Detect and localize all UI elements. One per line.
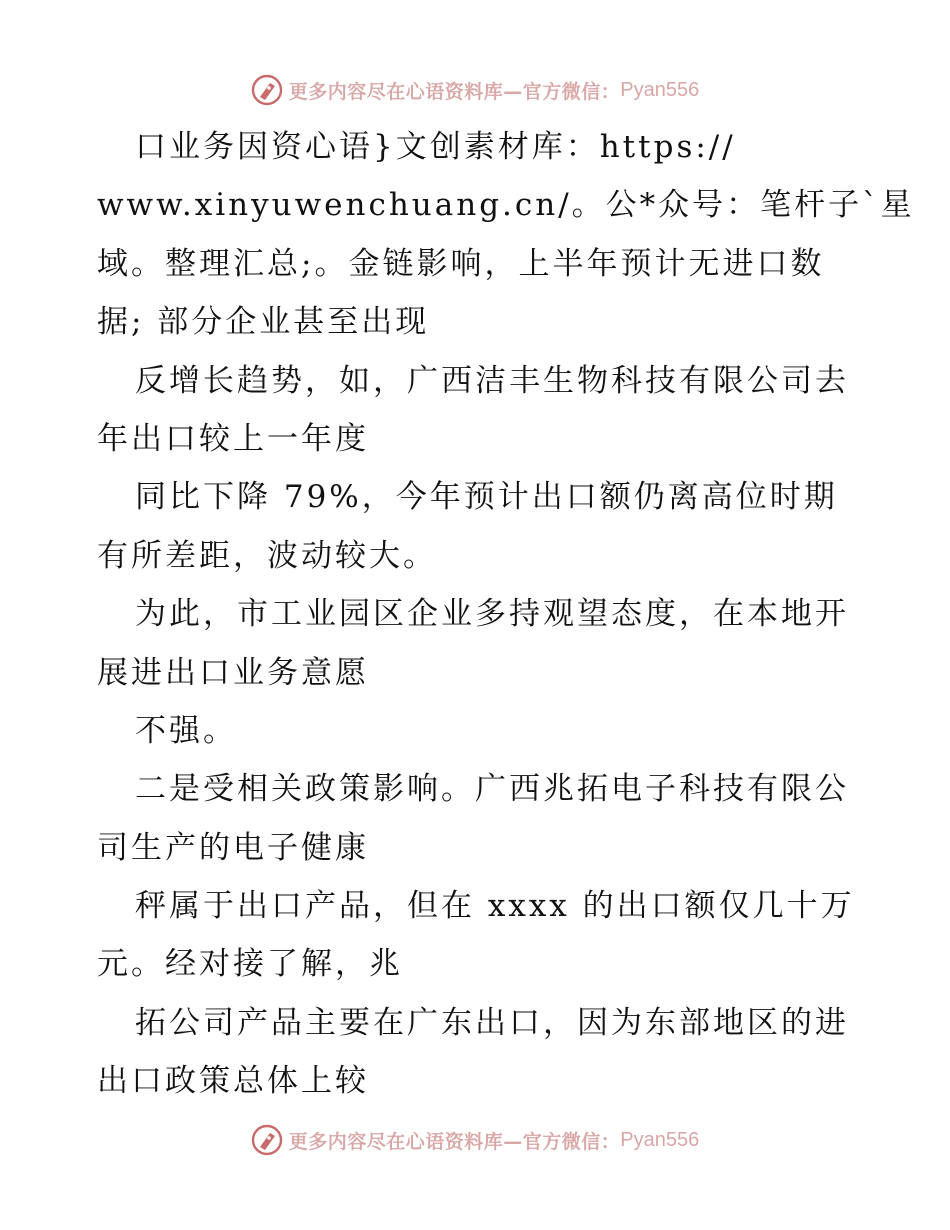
text-line: 域。整理汇总;。金链影响，上半年预计无进口数 (97, 245, 825, 282)
text-line: 元。经对接了解，兆 (97, 946, 403, 983)
text-line: 不强。 (135, 712, 237, 749)
text-line: 据; 部分企业甚至出现 (97, 304, 430, 341)
pen-nib-logo-icon (251, 74, 283, 106)
banner-wechat-id: Pyan556 (620, 78, 700, 101)
text-line: 展进出口业务意愿 (97, 654, 369, 691)
footer-banner (0, 1120, 950, 1160)
text-line: 为此，市工业园区企业多持观望态度，在本地开 (135, 596, 849, 633)
pen-nib-logo-icon (251, 1124, 283, 1156)
header-banner (0, 70, 950, 110)
text-line: 秤属于出口产品，但在 xxxx 的出口额仅几十万 (135, 888, 855, 925)
text-line: 口业务因资心语}文创素材库：https:// (135, 129, 736, 165)
text-line: 同比下降 79%，今年预计出口额仍离高位时期 (135, 479, 838, 516)
text-line: 出口政策总体上较 (97, 1063, 369, 1100)
text-line: 年出口较上一年度 (97, 420, 369, 457)
document-body (97, 118, 915, 1111)
text-line: 二是受相关政策影响。广西兆拓电子科技有限公 (135, 771, 849, 808)
text-line: 司生产的电子健康 (97, 829, 369, 866)
banner-text: 更多内容尽在心语资料库—官方微信： (288, 80, 621, 103)
text-line: 有所差距，波动较大。 (97, 537, 437, 574)
text-line: 拓公司产品主要在广东出口，因为东部地区的进 (135, 1004, 849, 1041)
banner-text: 更多内容尽在心语资料库—官方微信： (288, 1130, 621, 1153)
banner-wechat-id: Pyan556 (620, 1128, 700, 1151)
text-line: www.xinyuwenchuang.cn/。公*众号：笔杆子`星 (97, 187, 915, 224)
text-line: 反增长趋势，如，广西洁丰生物科技有限公司去 (135, 362, 849, 399)
